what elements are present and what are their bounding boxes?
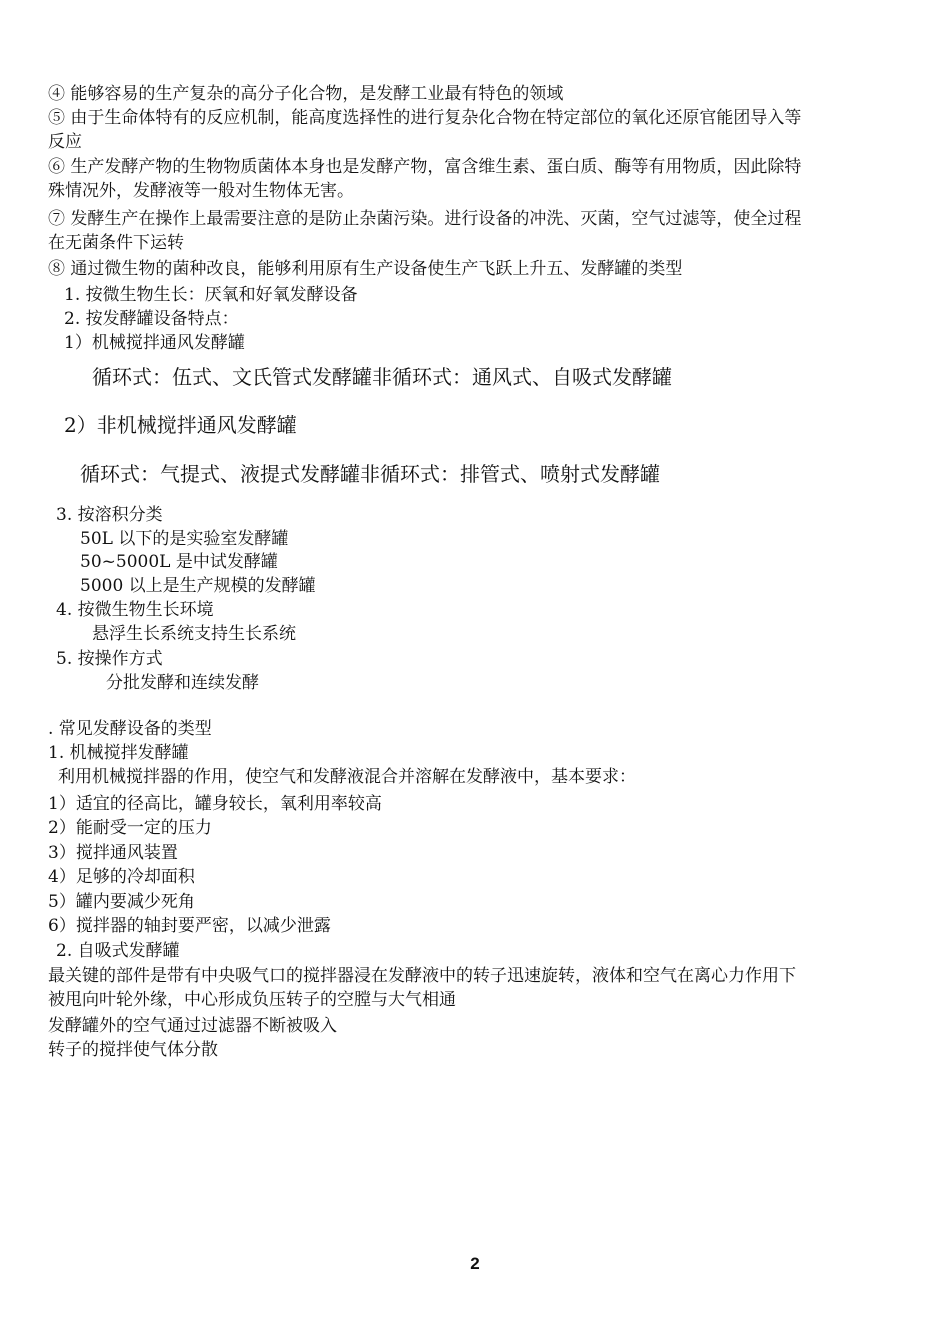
text-line: 50L 以下的是实验室发酵罐	[80, 529, 289, 549]
text-line: 2. 按发酵罐设备特点：	[64, 309, 239, 329]
text-line: 1. 机械搅拌发酵罐	[48, 743, 189, 763]
text-line: 2. 自吸式发酵罐	[56, 941, 180, 961]
text-line: 发酵罐外的空气通过过滤器不断被吸入	[48, 1016, 337, 1036]
text-line: 分批发酵和连续发酵	[106, 673, 259, 693]
text-line: ⑤ 由于生命体特有的反应机制，能高度选择性的进行复杂化合物在特定部位的氧化还原官能团导入等	[48, 108, 802, 128]
text-line: 3. 按溶积分类	[56, 505, 163, 525]
text-line: 转子的搅拌使气体分散	[48, 1040, 218, 1060]
text-line: ⑦ 发酵生产在操作上最需要注意的是防止杂菌污染。进行设备的冲洗、灭菌，空气过滤等，使全过程	[48, 209, 802, 229]
text-line: 利用机械搅拌器的作用，使空气和发酵液混合并溶解在发酵液中，基本要求：	[58, 767, 636, 787]
text-line: 最关键的部件是带有中央吸气口的搅拌器浸在发酵液中的转子迅速旋转，液体和空气在离心力作用下	[48, 966, 796, 986]
text-line: 2）非机械搅拌通风发酵罐	[64, 413, 297, 437]
text-line: 5000 以上是生产规模的发酵罐	[80, 576, 316, 596]
text-line: ⑧ 通过微生物的菌种改良，能够利用原有生产设备使生产飞跃上升五、发酵罐的类型	[48, 259, 683, 279]
text-line: 1. 按微生物生长：厌氧和好氧发酵设备	[64, 285, 358, 305]
text-line: 悬浮生长系统支持生长系统	[92, 624, 296, 644]
text-line: 5）罐内要减少死角	[48, 892, 195, 912]
text-line: 6）搅拌器的轴封要严密，以减少泄露	[48, 916, 331, 936]
text-line: 3）搅拌通风装置	[48, 843, 178, 863]
text-line: 殊情况外，发酵液等一般对生物体无害。	[48, 181, 354, 201]
text-line: 在无菌条件下运转	[48, 233, 184, 253]
text-line: 4）足够的冷却面积	[48, 867, 195, 887]
text-line: 4. 按微生物生长环境	[56, 600, 214, 620]
text-line: 循环式：伍式、文氏管式发酵罐非循环式：通风式、自吸式发酵罐	[92, 365, 672, 389]
text-line: 1）适宜的径高比，罐身较长，氧利用率较高	[48, 794, 382, 814]
text-line: ④ 能够容易的生产复杂的高分子化合物，是发酵工业最有特色的领域	[48, 84, 564, 104]
text-line: 50~5000L 是中试发酵罐	[80, 552, 278, 572]
text-line: 5. 按操作方式	[56, 649, 163, 669]
text-line: 2）能耐受一定的压力	[48, 818, 212, 838]
text-line: ⑥ 生产发酵产物的生物物质菌体本身也是发酵产物，富含维生素、蛋白质、酶等有用物质，因此除特	[48, 157, 802, 177]
text-line: 反应	[48, 132, 82, 152]
text-line: 被甩向叶轮外缘，中心形成负压转子的空膛与大气相通	[48, 990, 456, 1010]
text-line: . 常见发酵设备的类型	[48, 719, 212, 739]
text-line: 循环式：气提式、液提式发酵罐非循环式：排管式、喷射式发酵罐	[80, 462, 660, 486]
page-number: 2	[470, 1254, 480, 1273]
text-line: 1）机械搅拌通风发酵罐	[64, 333, 245, 353]
